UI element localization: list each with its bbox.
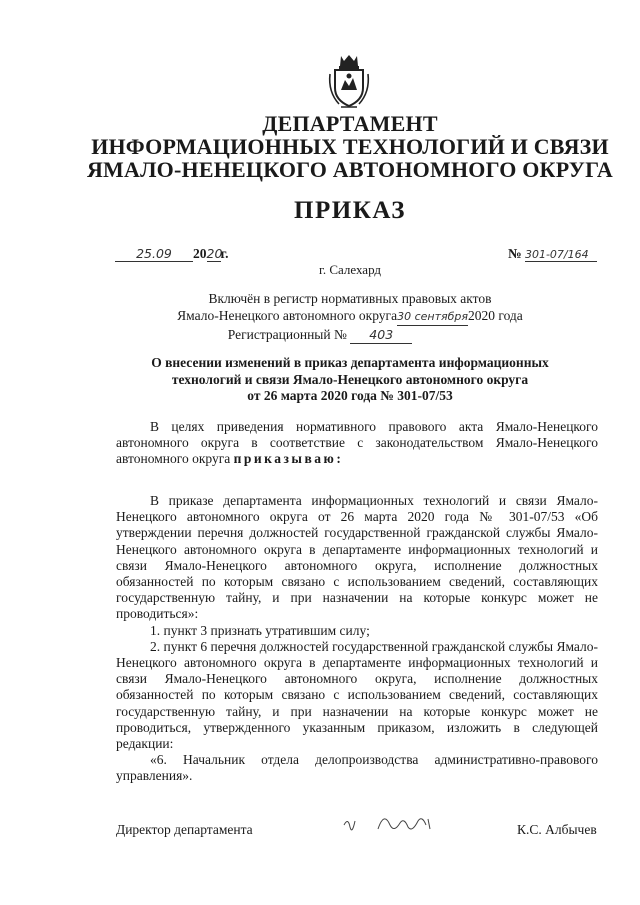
year-prefix: 20 — [193, 246, 207, 261]
quoted-text: «6. Начальник отдела делопроизводства административно-правового управления». — [116, 752, 598, 784]
department-name — [60, 112, 640, 181]
title-line: технологий и связи Ямало-Ненецкого автономного округа — [171, 371, 529, 387]
order-date — [115, 246, 228, 262]
year-handwritten: 20 — [206, 246, 223, 261]
registry-number-handwritten: 403 — [350, 326, 412, 344]
city: г. Салехард — [318, 262, 382, 277]
registry-line3 — [0, 326, 640, 344]
registry-line1: Включён в регистр нормативных правовых актов — [208, 291, 492, 306]
coat-of-arms-icon — [327, 52, 371, 110]
title-line: О внесении изменений в приказ департамента информационных — [151, 355, 549, 370]
number-handwritten: 301-07/164 — [525, 248, 597, 262]
order-number — [508, 246, 597, 262]
registry-line2-prefix: Ямало-Ненецкого автономного округа — [177, 308, 398, 323]
registry-date-handwritten: 30 сентября — [397, 308, 468, 326]
handwritten-signature-icon — [340, 807, 450, 841]
registry-stamp — [60, 290, 640, 344]
signatory-position: Директор департамента — [116, 822, 253, 837]
order-body — [116, 493, 598, 785]
department-line: ДЕПАРТАМЕНТ — [262, 111, 438, 136]
document-type: ПРИКАЗ — [294, 197, 406, 224]
department-line: ЯМАЛО-НЕНЕЦКОГО АВТОНОМНОГО ОКРУГА — [86, 157, 614, 182]
list-item: 1. пункт 3 признать утратившим силу; — [150, 622, 370, 638]
body-paragraph: В приказе департамента информационных технологий и связи Ямало-Ненецкого автономного округа от 26 марта 2020 года № 301-07/53 «Об утверждении перечня должностей государственной гражданской службы Ямало-Ненецкого автономного округа в департаменте информационных технологий и связи Ямало-Ненецкого автономного округа, исполнение должностных обязанностей по которым связано с использованием сведений, составляющих государственную тайну, и при назначении на которые конкурс может не проводиться»: — [116, 493, 598, 622]
order-word: приказываю: — [233, 451, 344, 467]
list-item: 2. пункт 6 перечня должностей государственной гражданской службы Ямало-Ненецкого автономного округа в департаменте информационных технологий и связи Ямало-Ненецкого автономного округа, исполнение должностных обязанностей по которым связано с использованием сведений, составляющих государственную тайну, и при назначении на которые конкурс может не проводиться, утвержденного указанным приказом, изложить в следующей редакции: — [116, 638, 598, 752]
year-suffix: г. — [220, 246, 229, 261]
signatory-name: К.С. Албычев — [517, 822, 597, 837]
registry-line2 — [60, 307, 640, 326]
order-title — [60, 355, 640, 405]
preamble-text: В целях приведения нормативного правового акта Ямало-Ненецкого автономного округа в соответствие с законодательством Ямало-Ненецкого автономного округа — [116, 419, 598, 467]
registry-number-label: Регистрационный № — [227, 327, 347, 342]
registry-line2-suffix: 2020 года — [468, 308, 523, 323]
department-line: ИНФОРМАЦИОННЫХ ТЕХНОЛОГИЙ И СВЯЗИ — [91, 134, 609, 159]
preamble-paragraph — [116, 419, 598, 468]
date-handwritten: 25.09 — [115, 246, 193, 262]
title-line: от 26 марта 2020 года № 301-07/53 — [247, 388, 453, 403]
number-prefix: № — [508, 246, 522, 261]
